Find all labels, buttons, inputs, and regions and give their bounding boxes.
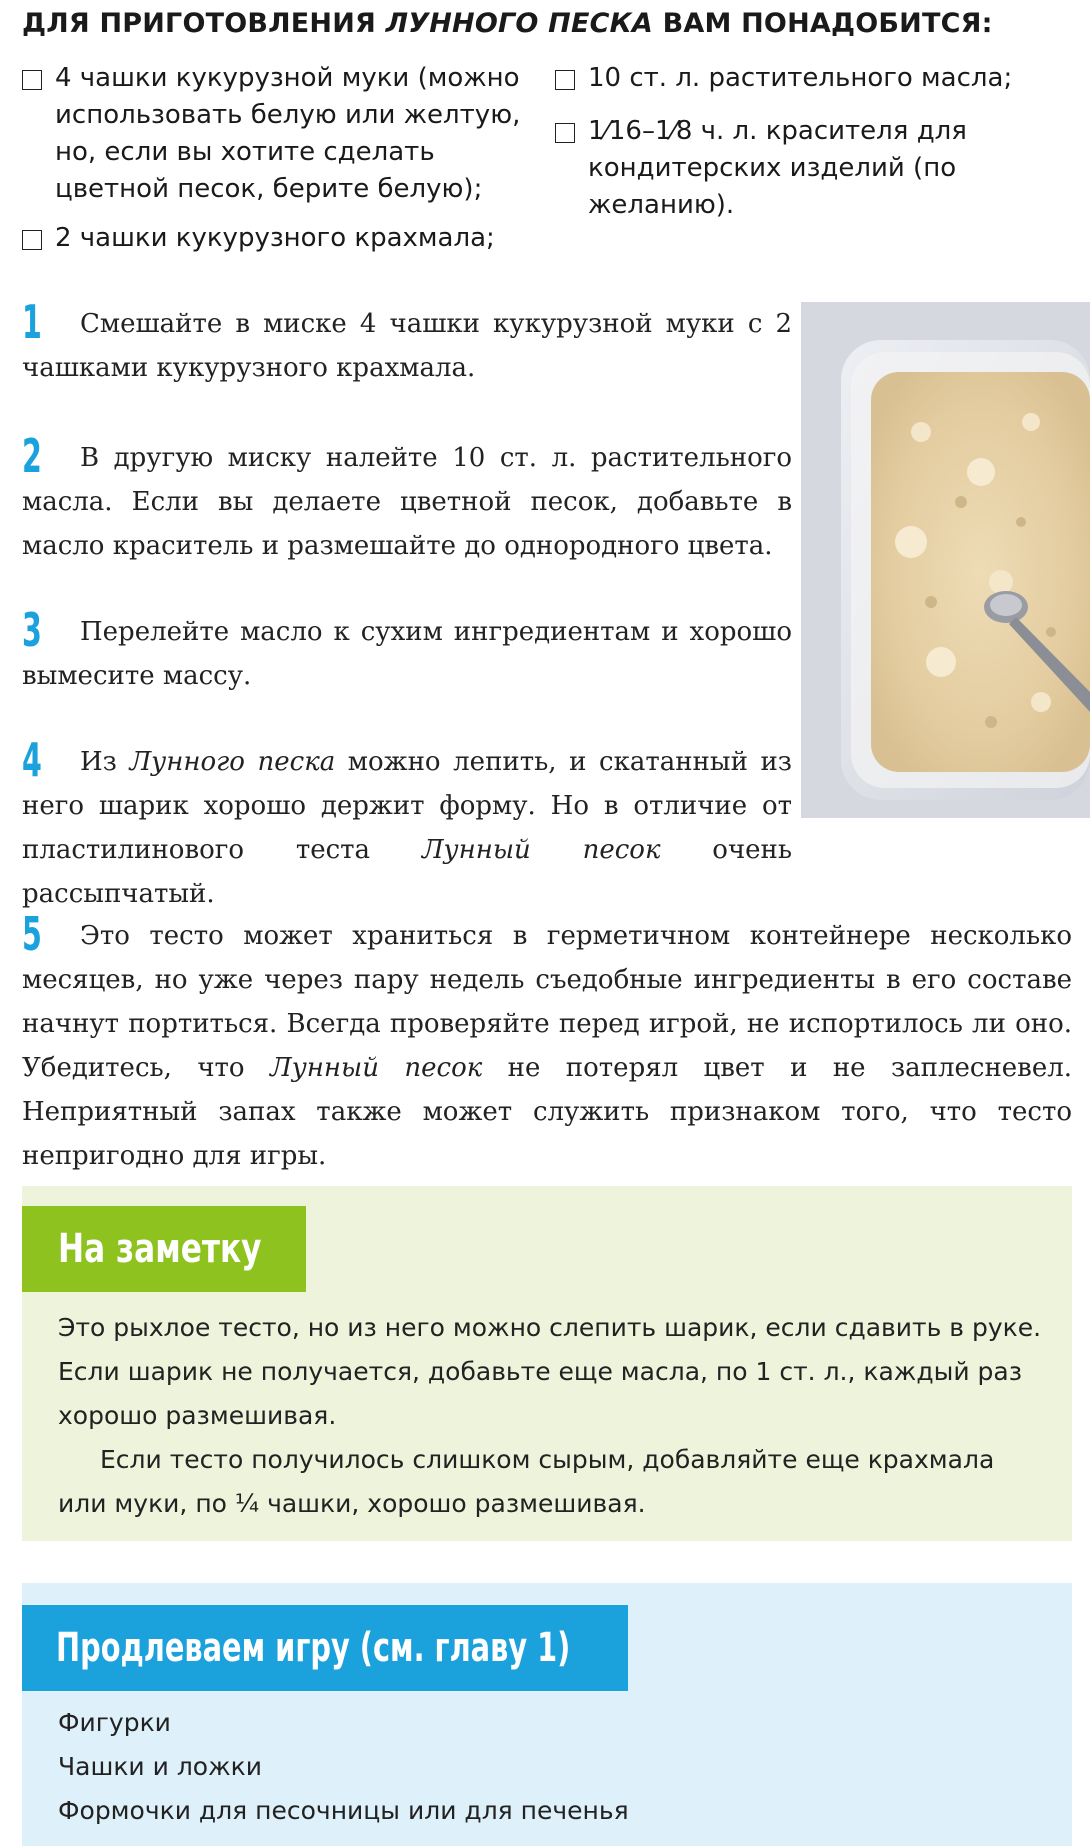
- note-title: [22, 1206, 306, 1292]
- step-italic-text: Лунный песок: [270, 1053, 483, 1083]
- ingredient-item: [22, 220, 542, 257]
- checkbox-icon[interactable]: [22, 230, 42, 250]
- ingredients-column-2: [555, 60, 1055, 236]
- ingredient-text: 2 чашки кукурузного крахмала;: [55, 223, 495, 253]
- step-italic-text: Лунного песка: [129, 747, 336, 777]
- ingredients-column-1: [22, 60, 542, 269]
- checkbox-icon[interactable]: [555, 123, 575, 143]
- step-text: Смешайте в миске 4 чашки кукурузной муки с 2 чашками кукурузного крахмала.: [22, 309, 792, 383]
- checkbox-icon[interactable]: [555, 70, 575, 90]
- moon-sand-container-illustration: [801, 302, 1090, 818]
- step-1: [22, 295, 792, 390]
- ingredient-text: 10 ст. л. растительного масла;: [588, 63, 1013, 93]
- step-number: 1: [22, 295, 42, 349]
- ingredient-item: [555, 60, 1055, 97]
- step-number: 3: [22, 603, 42, 657]
- step-number: 2: [22, 429, 42, 483]
- checkbox-icon[interactable]: [22, 70, 42, 90]
- ingredients-heading: [22, 8, 1062, 39]
- note-title-text: На заметку: [58, 1226, 262, 1272]
- moon-sand-photo: [801, 302, 1090, 818]
- extend-play-box: [22, 1583, 1072, 1846]
- step-2: [22, 429, 792, 568]
- heading-italic-text: ЛУННОГО ПЕСКА: [385, 8, 653, 39]
- step-4: [22, 733, 793, 916]
- list-item: Чашки и ложки: [58, 1752, 262, 1781]
- step-text: В другую миску налейте 10 ст. л. растительного масла. Если вы делаете цветной песок, добавьте в масло краситель и размешайте до однородного цвета.: [22, 443, 792, 561]
- step-number: 5: [22, 907, 42, 961]
- step-5: [22, 907, 1072, 1178]
- note-paragraph: Это рыхлое тесто, но из него можно слепить шарик, если сдавить в руке. Если шарик не получается, добавьте еще масла, по 1 ст. л., каждый раз хорошо размешивая.: [58, 1313, 1042, 1430]
- extend-play-title: [22, 1605, 628, 1691]
- extend-play-title-text: Продлеваем игру (см. главу 1): [56, 1625, 571, 1671]
- ingredient-text: 4 чашки кукурузной муки (можно использовать белую или желтую, но, если вы хотите сделать цветной песок, берите белую);: [55, 63, 521, 204]
- step-italic-text: Лунный песок: [421, 835, 661, 865]
- step-text: можно лепить, и скатанный из него шарик хорошо держит форму. Но в отличие от пластилинового теста: [22, 747, 792, 865]
- ingredient-text: 1⁄16–1⁄8 ч. л. красителя для кондитерских изделий (по желанию).: [588, 116, 967, 220]
- ingredient-item: [22, 60, 542, 208]
- step-text: Из: [80, 747, 130, 777]
- step-number: 4: [22, 733, 42, 787]
- note-box: [22, 1186, 1072, 1541]
- heading-text: ДЛЯ ПРИГОТОВЛЕНИЯ: [22, 8, 386, 39]
- note-paragraph: Если тесто получилось слишком сырым, добавляйте еще крахмала или муки, по ¼ чашки, хорошо размешивая.: [58, 1445, 995, 1518]
- ingredient-item: [555, 113, 1055, 224]
- list-item: Фигурки: [58, 1708, 171, 1737]
- extend-play-list: [58, 1701, 958, 1833]
- step-3: [22, 603, 792, 698]
- step-text: Перелейте масло к сухим ингредиентам и хорошо вымесите массу.: [22, 617, 792, 691]
- step-text: Это тесто может храниться в герметичном контейнере несколько месяцев, но уже через пару недель съедобные ингредиенты в его составе начнут портиться. Всегда проверяйте перед игрой, не испортилось ли оно. Убедитесь, что: [22, 921, 1072, 1083]
- note-text: [58, 1306, 1048, 1526]
- heading-text-end: ВАМ ПОНАДОБИТСЯ:: [652, 8, 993, 39]
- step-text: очень рассыпчатый.: [22, 835, 793, 909]
- step-text: не потерял цвет и не заплесневел. Неприятный запах также может служить признаком того, что тесто непригодно для игры.: [22, 1053, 1072, 1171]
- list-item: Формочки для песочницы или для печенья: [58, 1796, 629, 1825]
